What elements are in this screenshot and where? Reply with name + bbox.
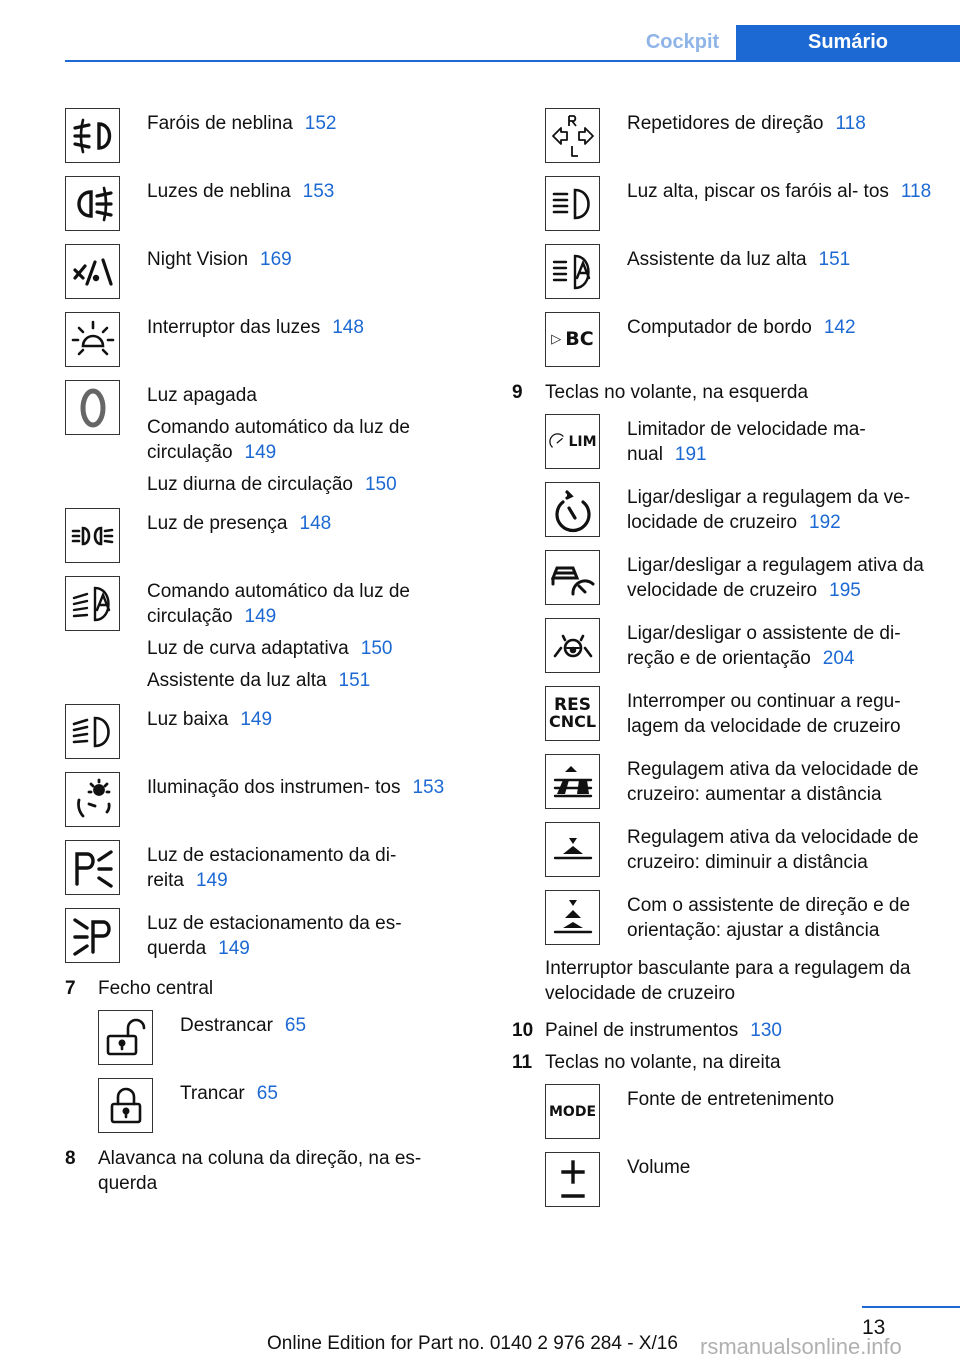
icon-label: BC (565, 328, 594, 350)
page-link[interactable]: 148 (299, 513, 332, 534)
distance-increase-icon (545, 754, 600, 809)
res-cncl-icon (545, 686, 600, 741)
list-item (545, 244, 932, 301)
page-number: 13 (862, 1316, 886, 1339)
list-item (545, 686, 932, 743)
section-title: Alavanca na coluna da direção, na es‐ querda (98, 1148, 422, 1194)
item-label: Repetidores de direção (627, 113, 824, 134)
page-link[interactable]: 65 (284, 1015, 307, 1036)
list-item (545, 550, 932, 607)
list-item (65, 312, 470, 369)
page-link[interactable]: 150 (360, 638, 393, 659)
item-label: Luzes de neblina (147, 181, 291, 202)
page-link[interactable]: 152 (304, 113, 337, 134)
item-label: Limitador de velocidade ma‐ nual (627, 419, 866, 465)
list-item (65, 380, 470, 497)
section-10 (512, 1018, 932, 1043)
high-beam-assist-icon (545, 244, 600, 299)
item-label: Iluminação dos instrumen‐ tos (147, 777, 401, 798)
page-link[interactable]: 191 (674, 444, 707, 465)
list-item (545, 414, 932, 471)
item-label: Luz de estacionamento da di‐ reita (147, 845, 397, 891)
list-item (65, 840, 470, 897)
tab-cockpit[interactable]: Cockpit (645, 31, 720, 53)
item-label: Com o assistente de direção e de orientação: ajustar a distância (627, 895, 911, 941)
page-link[interactable]: 150 (364, 474, 397, 495)
page-link[interactable]: 149 (244, 442, 277, 463)
edition-text: Online Edition for Part no. 0140 2 976 284 - X/16 (267, 1333, 678, 1354)
item-label: Luz de curva adaptativa (147, 638, 349, 659)
page-link[interactable]: 149 (218, 938, 250, 959)
item-label: Ligar/desligar a regulagem ativa da velocidade de cruzeiro (627, 555, 924, 601)
section-number: 7 (65, 978, 76, 999)
item-label: Fonte de entretenimento (627, 1089, 835, 1110)
light-switch-icon (65, 312, 120, 367)
list-item (545, 1084, 932, 1141)
page-link[interactable]: 204 (822, 648, 855, 669)
distance-adjust-icon (545, 890, 600, 945)
watermark: rsmanualsonline.info (700, 1334, 902, 1359)
header-divider (65, 60, 960, 62)
list-item (545, 618, 932, 675)
parking-lights-icon (65, 508, 120, 563)
parking-light-right-icon (65, 840, 120, 895)
list-item (98, 1078, 470, 1135)
item-label: Ligar/desligar o assistente de di‐ reção e de orientação (627, 623, 901, 669)
item-label: Luz diurna de circulação (147, 474, 353, 495)
lights-off-icon (65, 380, 120, 435)
item-label: Luz de estacionamento da es‐ querda (147, 913, 402, 959)
on-board-computer-icon: ▷ BC (545, 312, 600, 367)
speed-limiter-icon (545, 414, 600, 469)
list-item (545, 1152, 932, 1209)
auto-headlight-icon (65, 576, 120, 631)
list-item (98, 1010, 470, 1067)
steering-assist-icon (545, 618, 600, 673)
list-item (65, 772, 470, 829)
list-item (65, 176, 470, 233)
item-label: Luz baixa (147, 709, 229, 730)
section-11 (512, 1050, 932, 1075)
section-title: Painel de instrumentos (545, 1020, 739, 1041)
item-label: Computador de bordo (627, 317, 812, 338)
page-link[interactable]: 153 (302, 181, 335, 202)
list-item (545, 822, 932, 879)
footer-divider (862, 1306, 960, 1308)
item-label: Destrancar (180, 1015, 273, 1036)
section-8 (65, 1146, 470, 1196)
icon-label: MODE (548, 1103, 597, 1120)
high-beam-icon (545, 176, 600, 231)
section-number: 9 (512, 382, 523, 403)
item-label: Comando automático da luz de circulação (147, 581, 410, 627)
item-label: Trancar (180, 1083, 245, 1104)
page-link[interactable]: 195 (829, 580, 861, 601)
item-label: Volume (627, 1157, 691, 1178)
list-item (545, 176, 932, 233)
icon-label-bottom: CNCL (548, 712, 597, 731)
page-link[interactable]: 65 (256, 1083, 278, 1104)
item-label: Assistente da luz alta (147, 670, 327, 691)
left-column (65, 108, 470, 1205)
tab-sumario[interactable]: Sumário (736, 25, 960, 60)
item-label: Ligar/desligar a regulagem da ve‐ locidade de cruzeiro (627, 487, 911, 533)
page-link[interactable]: 153 (412, 777, 445, 798)
list-item (545, 482, 932, 539)
fog-lights-icon (65, 176, 120, 231)
turn-signal-icon (545, 108, 600, 163)
item-label: Luz alta, piscar os faróis al‐ tos (627, 181, 889, 202)
list-item (545, 108, 932, 165)
list-item (65, 704, 470, 761)
page-link[interactable]: 118 (835, 113, 866, 134)
page-link[interactable]: 130 (750, 1020, 782, 1041)
item-label: Regulagem ativa da velocidade de cruzeiro: diminuir a distância (627, 827, 919, 873)
page-link[interactable]: 149 (244, 606, 277, 627)
item-label: Luz de presença (147, 513, 288, 534)
parking-light-left-icon (65, 908, 120, 963)
fog-headlights-icon (65, 108, 120, 163)
icon-label-top: RES (554, 695, 591, 715)
cruise-control-icon (545, 482, 600, 537)
item-label: Luz apagada (147, 385, 257, 406)
list-item (65, 508, 470, 565)
lock-icon (98, 1078, 153, 1133)
section-title: Teclas no volante, na esquerda (545, 382, 809, 403)
active-cruise-icon (545, 550, 600, 605)
header-bar (0, 0, 960, 62)
icon-label: LIM (568, 433, 597, 450)
low-beam-icon (65, 704, 120, 759)
list-item (545, 890, 932, 947)
mode-icon (545, 1084, 600, 1139)
item-label: Night Vision (147, 249, 249, 270)
page-link[interactable]: 151 (818, 249, 851, 270)
section-number: 10 (512, 1020, 534, 1041)
unlock-icon (98, 1010, 153, 1065)
section-title: Teclas no volante, na direita (545, 1052, 781, 1073)
item-label: Comando automático da luz de circulação (147, 417, 410, 463)
right-column (512, 108, 932, 1220)
section-note: Interruptor basculante para a regulagem da velocidade de cruzeiro (545, 958, 911, 1004)
item-label: Interruptor das luzes (147, 317, 321, 338)
item-label: Interromper ou continuar a regu‐ lagem da velocidade de cruzeiro (627, 691, 901, 737)
page-link[interactable]: 142 (823, 317, 856, 338)
section-title: Fecho central (98, 978, 214, 999)
list-item (65, 908, 470, 965)
section-number: 8 (65, 1148, 76, 1169)
item-label: Assistente da luz alta (627, 249, 807, 270)
page-link[interactable]: 148 (332, 317, 364, 338)
section-number: 11 (512, 1052, 533, 1073)
section-9 (512, 380, 932, 405)
night-vision-icon (65, 244, 120, 299)
page-link[interactable]: 169 (260, 249, 292, 270)
item-label: Faróis de neblina (147, 113, 293, 134)
list-item (65, 108, 470, 165)
item-label: Regulagem ativa da velocidade de cruzeiro: aumentar a distância (627, 759, 919, 805)
section-7 (65, 976, 470, 1001)
list-item (545, 754, 932, 811)
distance-decrease-icon (545, 822, 600, 877)
page-link[interactable]: 192 (809, 512, 841, 533)
page-link[interactable]: 149 (240, 709, 273, 730)
page-link[interactable]: 118 (900, 181, 932, 202)
page-link[interactable]: 151 (338, 670, 371, 691)
page-link[interactable]: 149 (195, 870, 228, 891)
list-item (65, 576, 470, 693)
instrument-lighting-icon (65, 772, 120, 827)
list-item (545, 312, 932, 369)
list-item (65, 244, 470, 301)
volume-icon (545, 1152, 600, 1207)
